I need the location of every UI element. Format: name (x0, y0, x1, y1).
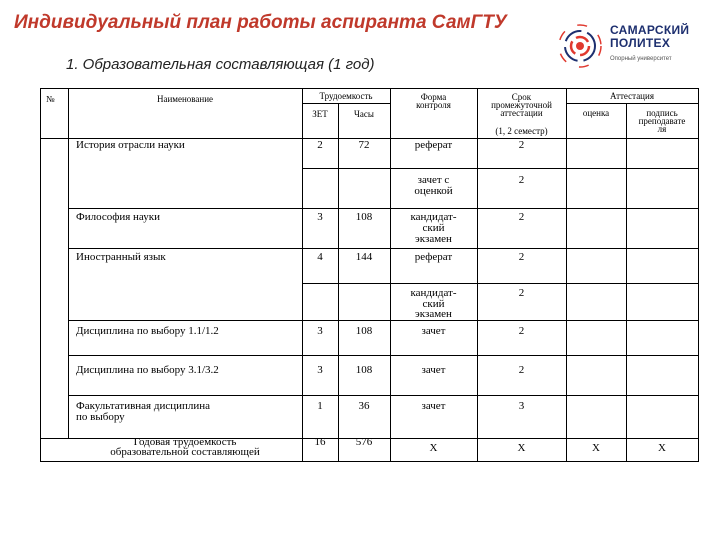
row-term: 2 (518, 287, 525, 299)
row-zet: 3 (317, 364, 323, 376)
row-term: 2 (518, 364, 525, 376)
row-hours: 108 (355, 325, 373, 337)
header-form-2: контроля (416, 100, 451, 110)
row-term: 2 (518, 325, 525, 337)
row-form: ский (422, 298, 445, 310)
header-hours: Часы (354, 109, 374, 119)
header-grade: оценка (582, 108, 610, 118)
row-term: 3 (518, 400, 525, 412)
row-term: 2 (518, 139, 525, 151)
row-form: оценкой (414, 185, 453, 197)
row-form: экзамен (415, 233, 452, 245)
total-label: Годовая трудоемкость (133, 436, 237, 448)
row-form: экзамен (415, 308, 452, 320)
row-name: Факультативная дисциплина (76, 400, 211, 412)
logo-line2: ПОЛИТЕХ (610, 36, 671, 50)
row-term: 2 (518, 251, 525, 263)
university-logo (558, 18, 708, 74)
row-form: реферат (414, 139, 453, 151)
total-label: образовательной составляющей (110, 446, 260, 458)
header-term-3: аттестации (500, 108, 543, 118)
row-zet: 1 (317, 400, 323, 412)
row-form: зачет (421, 364, 446, 376)
header-num: № (46, 94, 55, 104)
header-name: Наименование (156, 94, 214, 104)
row-name: История отрасли науки (76, 139, 185, 151)
row-form: реферат (414, 251, 453, 263)
row-hours: 108 (355, 211, 373, 223)
row-zet: 3 (317, 211, 323, 223)
total-form: X (429, 442, 438, 454)
row-name: Иностранный язык (76, 251, 166, 263)
row-form: зачет (421, 400, 446, 412)
row-name: по выбору (76, 411, 125, 423)
row-form: зачет (421, 325, 446, 337)
section-subtitle: 1. Образовательная составляющая (1 год) (66, 56, 375, 73)
total-zet: 16 (314, 436, 326, 448)
header-sign-2: преподавате (638, 116, 686, 126)
header-labor: Трудоемкость (319, 91, 373, 101)
total-sign: X (658, 442, 666, 454)
header-term-2: промежуточной (491, 100, 552, 110)
row-form: ский (422, 222, 445, 234)
row-form: кандидат- (410, 211, 457, 223)
page-title: Индивидуальный план работы аспиранта СамГТУ (14, 12, 507, 33)
row-name: Дисциплина по выбору 1.1/1.2 (76, 325, 219, 337)
row-name: Философия науки (76, 211, 160, 223)
row-form: зачет с (417, 174, 450, 186)
logo-tagline: Опорный университет (610, 56, 672, 62)
header-form-1: Форма (420, 92, 447, 102)
row-zet: 2 (317, 139, 323, 151)
row-hours: 144 (355, 251, 373, 263)
row-term: 2 (518, 211, 525, 223)
total-term: X (517, 442, 526, 454)
total-hours: 576 (355, 436, 373, 448)
header-attest: Аттестация (610, 91, 654, 101)
header-sign-3: ля (657, 124, 667, 134)
row-hours: 72 (358, 139, 370, 151)
row-zet: 4 (317, 251, 323, 263)
header-term-1: Срок (511, 92, 532, 102)
header-zet: ЗЕТ (312, 109, 328, 119)
header-sign-1: подпись (646, 108, 678, 118)
row-hours: 108 (355, 364, 373, 376)
logo-line1: САМАРСКИЙ (610, 23, 690, 37)
row-form: кандидат- (410, 287, 457, 299)
header-term-4: (1, 2 семестр) (495, 126, 548, 136)
row-name: Дисциплина по выбору 3.1/3.2 (76, 364, 219, 376)
row-zet: 3 (317, 325, 323, 337)
row-term: 2 (518, 174, 525, 186)
row-hours: 36 (358, 400, 370, 412)
total-grade: X (592, 442, 600, 454)
logo-emblem-icon (558, 18, 606, 74)
